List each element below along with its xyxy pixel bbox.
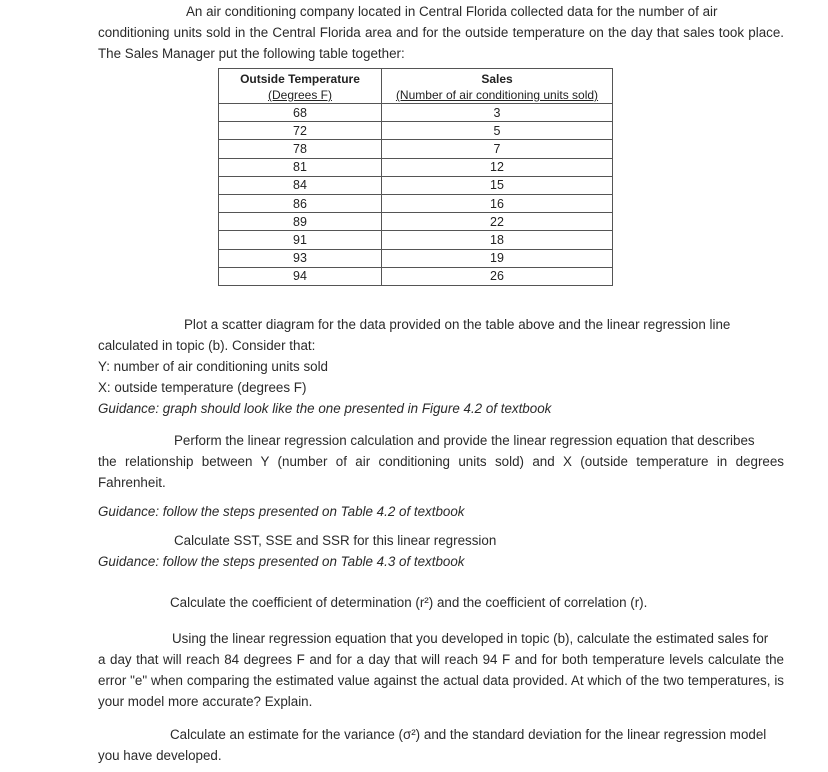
temp-cell: 93	[219, 249, 382, 267]
temp-cell: 78	[219, 140, 382, 158]
table-row	[219, 194, 613, 212]
table-row	[219, 104, 613, 122]
task-e-line-2: a day that will reach 84 degrees F and for a day that will reach 94 F and for both temperature levels calculate the error "e" when comparing the estimated value against the actual data provided. At which of the two temperatures, is your model more accurate? Explain.	[98, 652, 784, 709]
task-b-guidance: Guidance: follow the steps presented on Table 4.2 of textbook	[98, 504, 465, 519]
sales-cell: 15	[382, 176, 613, 194]
task-e-paragraph	[98, 628, 784, 712]
task-a-line-2: calculated in topic (b). Consider that:	[98, 338, 316, 353]
sales-cell: 12	[382, 158, 613, 176]
task-a-line-3: Y: number of air conditioning units sold	[98, 359, 329, 374]
task-c-paragraph	[98, 530, 784, 572]
temp-cell: 89	[219, 213, 382, 231]
task-a-line-1: Plot a scatter diagram for the data provided on the table above and the linear regression line	[184, 317, 731, 332]
task-c-line-1: Calculate SST, SSE and SSR for this linear regression	[174, 533, 497, 548]
data-table	[218, 68, 613, 286]
temp-cell: 84	[219, 176, 382, 194]
sales-cell: 22	[382, 213, 613, 231]
task-a-paragraph	[98, 314, 784, 419]
sales-cell: 26	[382, 267, 613, 285]
task-f-line-2: you have developed.	[98, 748, 222, 763]
temp-cell: 72	[219, 122, 382, 140]
sales-cell: 16	[382, 194, 613, 212]
table-row	[219, 140, 613, 158]
task-c-guidance: Guidance: follow the steps presented on Table 4.3 of textbook	[98, 554, 465, 569]
intro-paragraph	[98, 1, 784, 64]
temperature-header-unit: (Degrees F)	[267, 88, 332, 102]
task-b-line-1: Perform the linear regression calculation and provide the linear regression equation that describes	[174, 433, 755, 448]
task-a-guidance: Guidance: graph should look like the one presented in Figure 4.2 of textbook	[98, 401, 552, 416]
intro-line-2: conditioning units sold in the Central Florida area and for the outside temperature on the day that sales took place. The Sales Manager put the following table together:	[98, 25, 784, 61]
temp-cell: 91	[219, 231, 382, 249]
task-b-line-2: the relationship between Y (number of air conditioning units sold) and X (outside temperature in degrees Fahrenheit.	[98, 454, 784, 490]
sales-cell: 19	[382, 249, 613, 267]
sales-cell: 18	[382, 231, 613, 249]
task-b-paragraph	[98, 430, 784, 522]
task-a-line-4: X: outside temperature (degrees F)	[98, 380, 307, 395]
intro-line-1: An air conditioning company located in Central Florida collected data for the number of air	[186, 4, 718, 19]
table-row	[219, 213, 613, 231]
sales-cell: 7	[382, 140, 613, 158]
sales-header	[382, 69, 613, 104]
temp-cell: 81	[219, 158, 382, 176]
temp-cell: 86	[219, 194, 382, 212]
temperature-header-title: Outside Temperature	[240, 72, 360, 86]
task-f-paragraph	[98, 724, 784, 766]
temp-cell: 68	[219, 104, 382, 122]
table-row	[219, 122, 613, 140]
task-e-line-1: Using the linear regression equation that you developed in topic (b), calculate the estimated sales for	[172, 631, 769, 646]
table-row	[219, 231, 613, 249]
sales-cell: 3	[382, 104, 613, 122]
temperature-header	[219, 69, 382, 104]
sales-cell: 5	[382, 122, 613, 140]
sales-header-unit: (Number of air conditioning units sold)	[395, 88, 599, 102]
task-d-line-1: Calculate the coefficient of determination (r²) and the coefficient of correlation (r).	[170, 595, 648, 610]
temp-cell: 94	[219, 267, 382, 285]
sales-header-title: Sales	[481, 72, 513, 86]
table-row	[219, 158, 613, 176]
table-row	[219, 267, 613, 285]
table-row	[219, 249, 613, 267]
task-f-line-1: Calculate an estimate for the variance (σ²) and the standard deviation for the linear regression model	[170, 727, 767, 742]
task-d-paragraph	[170, 592, 784, 613]
table-row	[219, 176, 613, 194]
